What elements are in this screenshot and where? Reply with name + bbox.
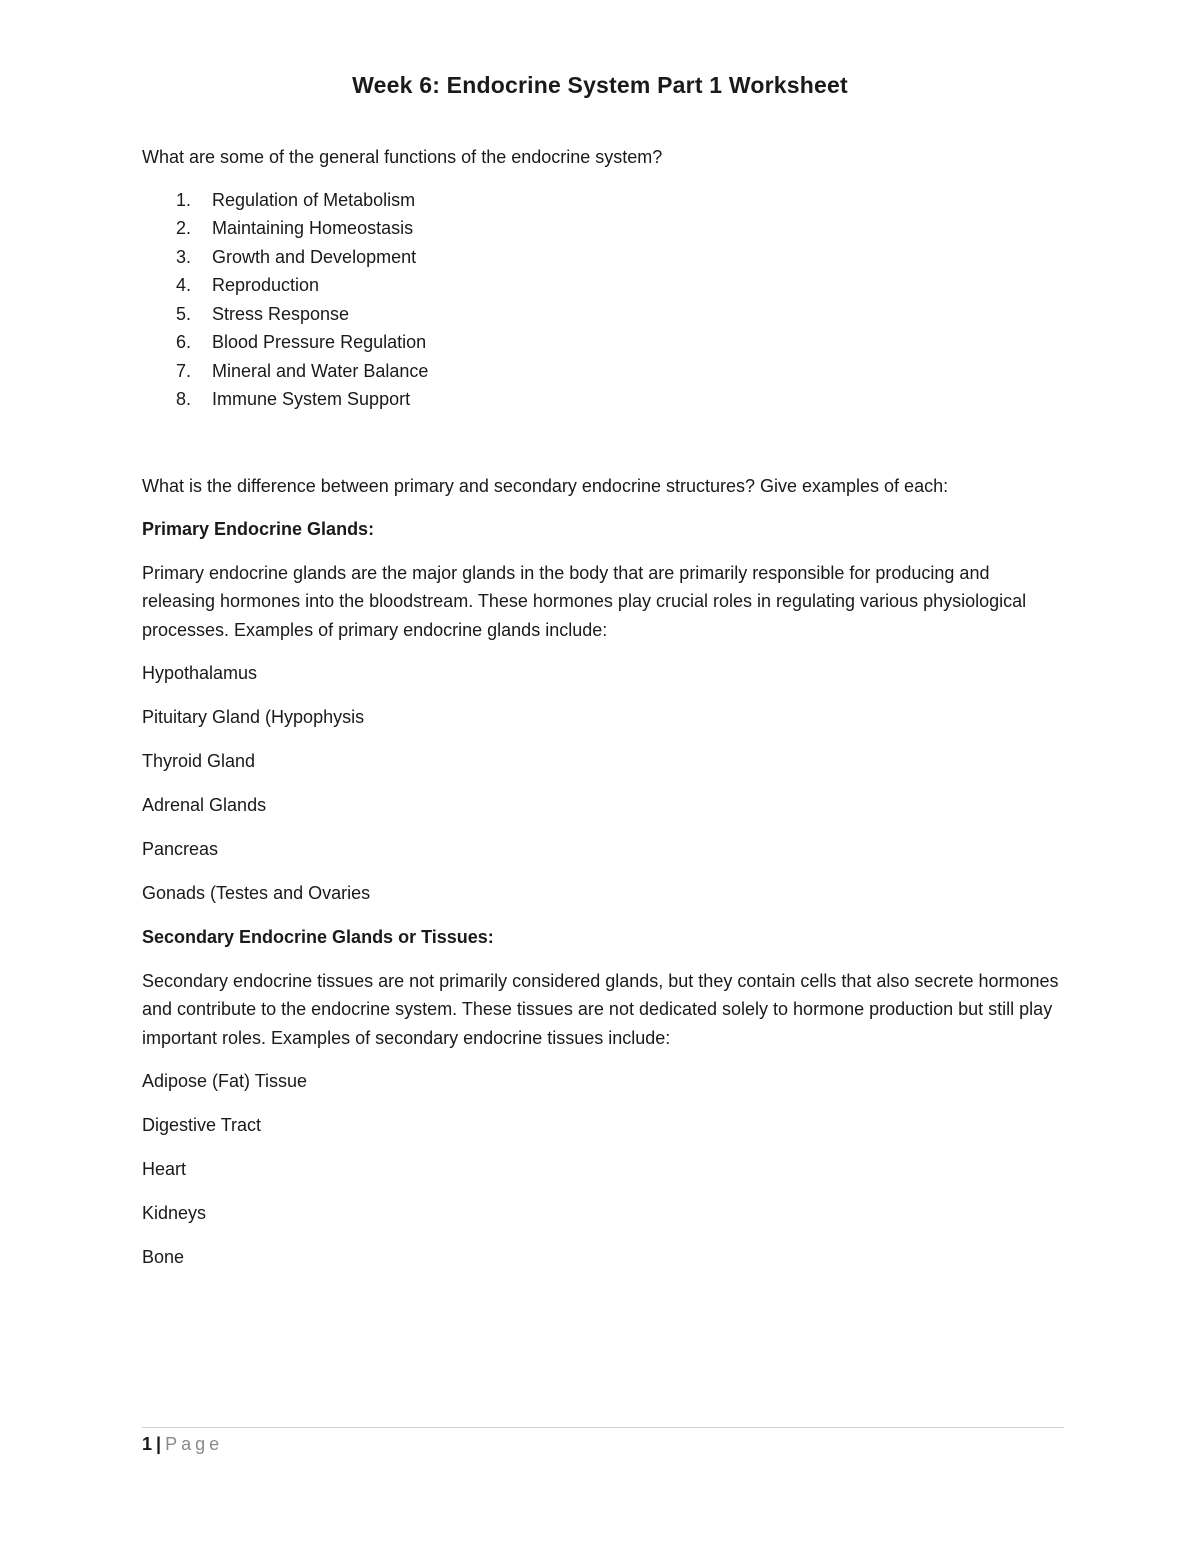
list-item <box>142 186 1067 215</box>
list-item <box>142 328 1067 357</box>
worksheet-body <box>142 143 1067 1287</box>
footer-divider <box>142 1427 1064 1428</box>
list-number: 7. <box>176 360 192 381</box>
secondary-tissue-item: Heart <box>142 1159 187 1179</box>
list-text: Growth and Development <box>212 246 417 267</box>
primary-gland-item: Hypothalamus <box>142 663 258 683</box>
list-item <box>142 214 1067 243</box>
list-number: 1. <box>176 189 192 210</box>
secondary-glands-description: Secondary endocrine tissues are not primarily considered glands, but they contain cells that also secrete hormones and contribute to the endocrine system. These tissues are not dedicated solely to hormone production but still play important roles. Examples of secondary endocrine tissues include: <box>142 970 1059 1048</box>
list-item <box>142 385 1067 414</box>
list-text: Mineral and Water Balance <box>212 360 429 381</box>
primary-glands-description: Primary endocrine glands are the major glands in the body that are primarily responsible for producing and releasing hormones into the bloodstream. These hormones play crucial roles in regulating various physiological processes. Examples of primary endocrine glands include: <box>142 562 1027 640</box>
list-number: 6. <box>176 332 192 352</box>
list-text: Maintaining Homeostasis <box>212 218 414 238</box>
list-item <box>142 271 1067 300</box>
list-text: Immune System Support <box>212 389 411 409</box>
secondary-tissue-item: Bone <box>142 1247 185 1267</box>
primary-gland-item: Adrenal Glands <box>142 795 267 815</box>
list-item <box>142 357 1067 386</box>
question-primary-vs-secondary: What is the difference between primary and secondary endocrine structures? Give examples of each: <box>142 475 949 496</box>
list-text: Blood Pressure Regulation <box>212 332 427 352</box>
list-number: 8. <box>176 389 192 409</box>
list-item <box>142 243 1067 272</box>
page-number: 1 <box>142 1434 153 1454</box>
page-title: Week 6: Endocrine System Part 1 Worksheet <box>352 72 848 98</box>
primary-glands-heading: Primary Endocrine Glands: <box>142 519 375 539</box>
list-item <box>142 300 1067 329</box>
page-footer <box>142 1431 223 1457</box>
list-text: Regulation of Metabolism <box>212 189 416 210</box>
primary-gland-item: Thyroid Gland <box>142 751 256 771</box>
footer-separator: | <box>156 1434 162 1454</box>
list-text: Reproduction <box>212 275 320 295</box>
list-number: 3. <box>176 246 192 267</box>
list-number: 2. <box>176 218 192 238</box>
secondary-tissue-item: Digestive Tract <box>142 1115 262 1135</box>
secondary-glands-heading: Secondary Endocrine Glands or Tissues: <box>142 927 494 947</box>
page-label: Page <box>165 1434 224 1454</box>
primary-gland-item: Pituitary Gland (Hypophysis <box>142 707 365 727</box>
functions-list <box>142 186 1067 414</box>
secondary-tissue-item: Kidneys <box>142 1203 207 1223</box>
list-text: Stress Response <box>212 303 350 324</box>
secondary-tissue-item: Adipose (Fat) Tissue <box>142 1071 308 1091</box>
primary-gland-item: Pancreas <box>142 839 219 859</box>
list-number: 5. <box>176 303 192 324</box>
question-general-functions: What are some of the general functions of the endocrine system? <box>142 147 663 167</box>
list-number: 4. <box>176 275 192 295</box>
primary-gland-item: Gonads (Testes and Ovaries <box>142 883 371 903</box>
